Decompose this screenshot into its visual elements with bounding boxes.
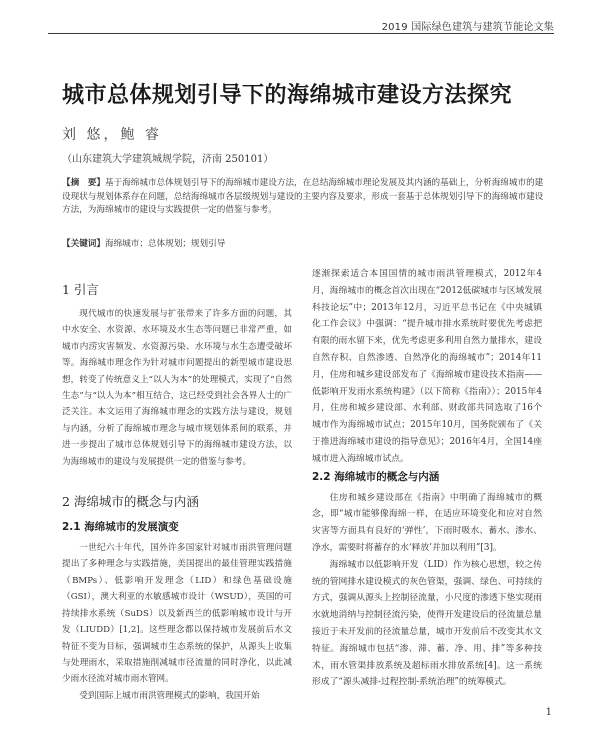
running-head: 2019 国际绿色建筑与建筑节能论文集 (381, 22, 554, 33)
section-2-1-paragraph-2: 受到国际上城市雨洪管理模式的影响，我国开始 (79, 690, 260, 701)
section-1-paragraph: 现代城市的快速发展与扩张带来了许多方面的问题，其中水安全、水资源、水环境及水生态等问题已非常严重，如城市内涝灾害频发、水资源污染、水环境与水生态遭受破坏等。海绵城市理念作为针对城市问题提出的新型城市建设思想，转变了传统意义上“以人为本”的处理模式，实现了“自然生态”与“以人为本”相互结合，这已经受到社会各界人士的广泛关注。本文运用了海绵城市理念的实践方法与建设，规划与内涵，分析了海绵城市理念与城市规划体系间的联系，并进一步提出了城市总体规划引导下的海绵城市建设方法，以为海绵城市的建设与发展提供一定的借鉴与参考。 (62, 309, 292, 467)
right-column (312, 266, 542, 691)
section-2-1-paragraph-3: 逐渐探索适合本国国情的城市雨洪管理模式，2012年4月，海绵城市的概念首次出现在“2012低碳城市与区域发展科技论坛”中；2013年12月，习近平总书记在《中央城镇化工作会议》中强调：“提升城市排水系统时要优先考虑把有限的雨水留下来，优先考虑更多利用自然力量排水，建设自然存积、自然渗透、自然净化的海绵城市”；2014年11月，住房和城乡建设部发布了《海绵城市建设技术指南——低影响开发雨水系统构建》（以下简称《指南》）；2015年4月，住房和城乡建设部、水利部、财政部共同选取了16个城市作为海绵城市试点；2015年10月，国务院颁布了《关于推进海绵城市建设的指导意见》；2016年4月，全国14座城市进入海绵城市试点。 (312, 269, 542, 464)
section-2-2-heading: 2.2 海绵城市的概念与内涵 (312, 470, 440, 483)
paper-authors: 刘 悠，鲍 睿 (62, 127, 162, 143)
keywords (62, 237, 544, 249)
keywords-text: 海绵城市；总体规划；规划引导 (104, 239, 226, 249)
header-rule (48, 33, 554, 34)
paper-affiliation: （山东建筑大学建筑城规学院，济南 250101） (62, 154, 274, 165)
abstract-text: 基于海绵城市总体规划引导下的海绵城市建设方法，在总结海绵城市理论发展及其内涵的基础上，分析海绵城市的建设现状与规划体系存在问题，总结海绵城市各层级规划与建设的主要内容及要求，形成一套基于总体规划引导下的海绵城市建设方法，为海绵城市的建设与实践提供一定的借鉴与参考。 (62, 178, 544, 215)
section-2-1-paragraph-1: 一世纪六十年代，国外许多国家针对城市雨洪管理问题提出了多种理念与实践措施，美国提出的最佳管理实践措施（BMPs）、低影响开发理念（LID）和绿色基础设施（GSI），澳大利亚的水敏感城市设计（WSUD），英国的可持续排水系统（SuDS）以及新西兰的低影响城市设计与开发（LIUDD）[1,2]。这些理念都以保持城市发展前后水文特征不变为目标，强调城市生态系统的保护，从源头上收集与处理雨水，采取措施削减城市径流量的同时净化，以此减少雨水径流对城市雨水管网。 (62, 543, 292, 685)
paper-title: 城市总体规划引导下的海绵城市建设方法探究 (62, 83, 513, 108)
abstract (62, 177, 544, 218)
keywords-label: 【关键词】 (62, 239, 105, 249)
left-column (62, 280, 292, 704)
page-number: 1 (545, 707, 552, 718)
section-1-heading: 1 引言 (62, 282, 99, 297)
section-2-1-heading: 2.1 海绵城市的发展演变 (62, 521, 179, 534)
section-2-2-paragraph-2: 海绵城市以低影响开发（LID）作为核心思想，较之传统的管网排水建设模式的灰色管渠，强调、绿色、可持续的方式，强调从源头上控制径流量，小尺度的渗透下垫实现雨水就地消纳与控制径流污染，使得开发建设后的径流量总量接近于未开发前的径流量总量，城市开发前后不改变其水文特征。海绵城市包括“渗、滞、蓄、净、用、排”等多种技术，雨水管渠排放系统及超标雨水排放系统[4]。这一系统形成了“源头减排-过程控制-系统治理”的统筹模式。 (312, 559, 542, 688)
abstract-label: 【摘 要】 (62, 178, 105, 188)
section-2-2-paragraph-1: 住房和城乡建设部在《指南》中明确了海绵城市的概念，即“城市能够像海绵一样，在适应环境变化和应对自然灾害等方面具有良好的‘弹性’，下雨时吸水、蓄水、渗水、净水，需要时将蓄存的水‘释放’并加以利用”[3]。 (312, 492, 542, 553)
section-2-heading: 2 海绵城市的概念与内涵 (62, 494, 199, 510)
